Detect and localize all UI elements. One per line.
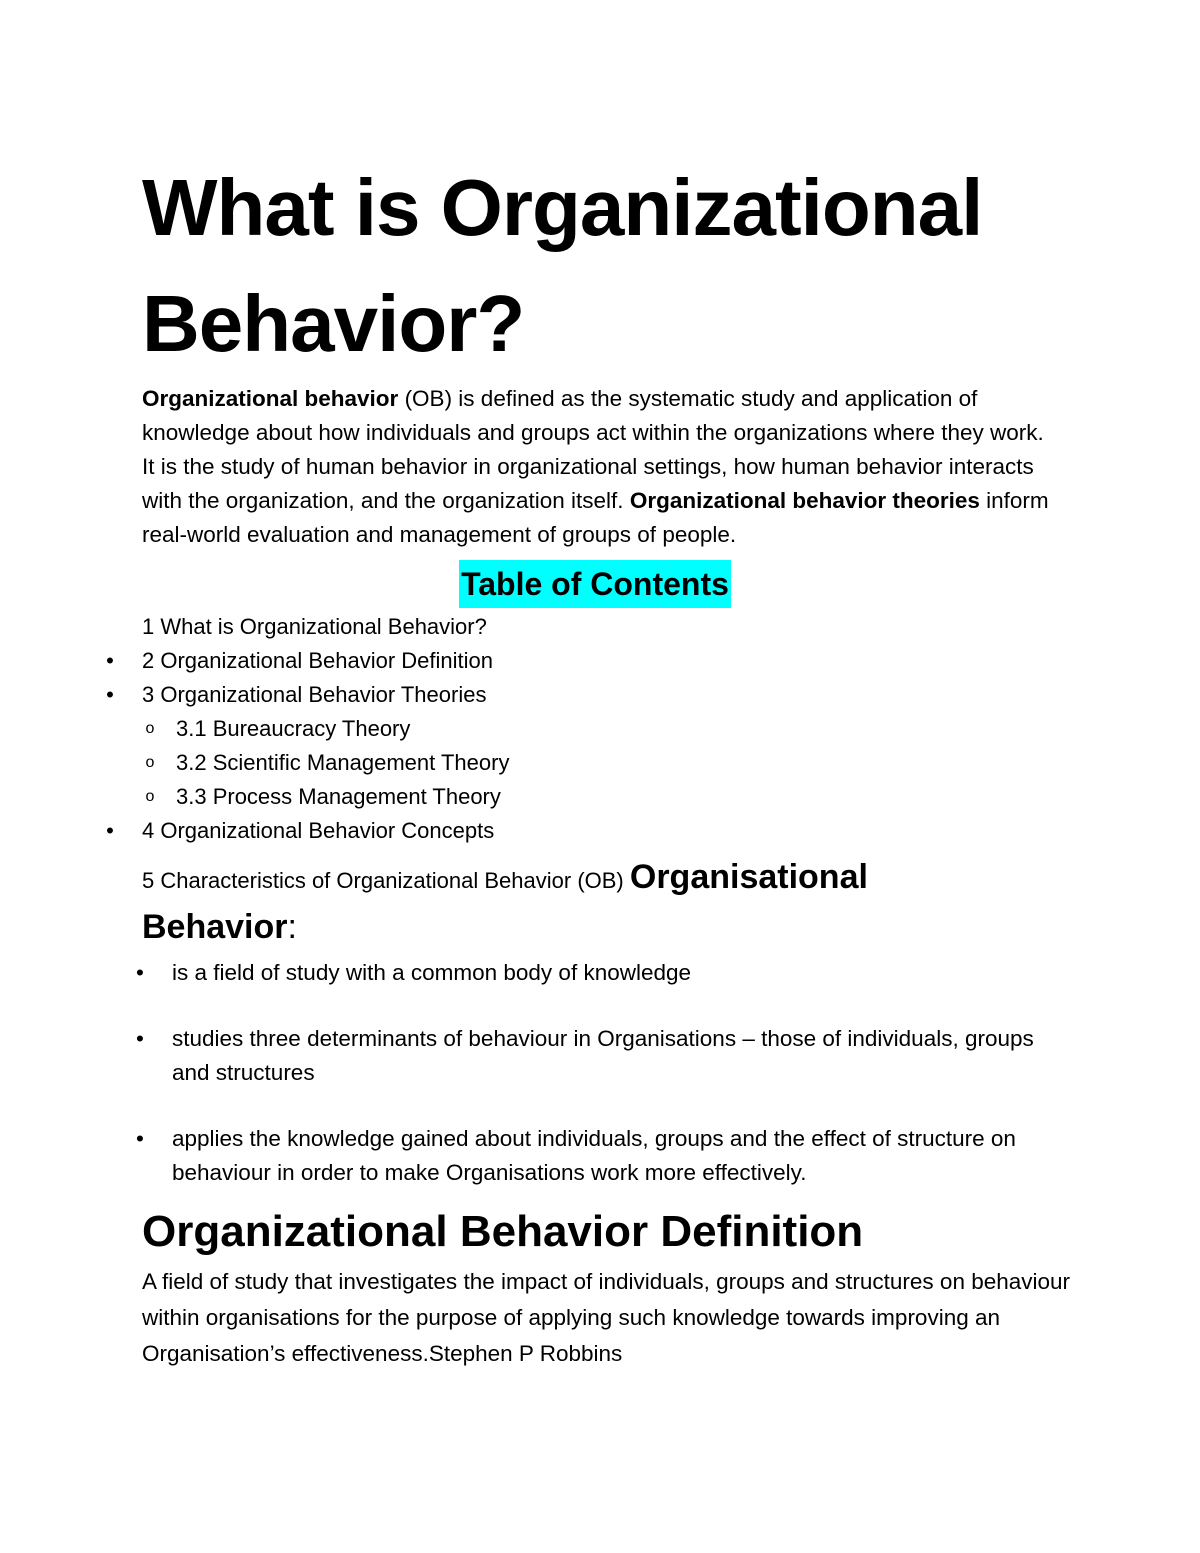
toc-sub-bullet: o [145,754,155,771]
toc-item-label: 3.3 Process Management Theory [176,784,501,809]
toc-bullet: • [106,818,114,843]
ob-heading-part-2: Behavior [142,908,288,946]
toc-list [106,610,1072,848]
toc-heading-wrapper [142,560,1072,608]
toc-item-label: 3.1 Bureaucracy Theory [176,716,411,741]
definition-paragraph: A field of study that investigates the impact of individuals, groups and structures on behaviour within organisations for the purpose of applying such knowledge towards improving an Organisation’s effectiveness.Stephen P Robbins [142,1269,1071,1366]
ob-point-text: applies the knowledge gained about individuals, groups and the effect of structure on behaviour in order to make Organisations work more effectively. [172,1126,1016,1185]
page-title [142,150,1072,382]
toc-item-label: 1 What is Organizational Behavior? [142,614,487,639]
list-item [136,1022,1072,1090]
intro-paragraph-1 [142,382,1072,450]
toc-item-3-2[interactable] [142,746,1072,780]
toc-heading: Table of Contents [459,560,731,608]
toc-item-3-3[interactable] [142,780,1072,814]
toc-item-label: 2 Organizational Behavior Definition [142,648,493,673]
toc-item-label: 4 Organizational Behavior Concepts [142,818,495,843]
toc-item-5-line [142,854,1072,904]
ob-point-text: is a field of study with a common body of knowledge [172,960,692,985]
intro-text-2: It is the study of human behavior in organizational settings, how human behavior interacts with the organization, and the organization itself. [142,454,1034,513]
toc-item-1[interactable] [142,610,1072,644]
list-item [136,956,1072,990]
definition-heading: Organizational Behavior Definition [142,1207,864,1256]
intro-text-1: (OB) is defined as the systematic study and application of knowledge about how individuals and groups act within the organizations where they work. [142,386,1044,445]
ob-heading-colon: : [287,908,297,946]
intro-paragraph-2 [142,450,1072,552]
ob-heading-line-2 [142,904,1072,950]
bullet-icon: • [136,1126,144,1151]
title-line-2: Behavior? [142,279,525,368]
title-line-1: What is Organizational [142,163,983,252]
toc-item-2[interactable] [106,644,1072,678]
toc-item-label: 3 Organizational Behavior Theories [142,682,487,707]
intro-bold-theories: Organizational behavior theories [629,488,980,513]
toc-item-5[interactable]: 5 Characteristics of Organizational Behavior (OB) [142,868,630,893]
toc-item-3-1[interactable] [142,712,1072,746]
toc-item-3[interactable] [106,678,1072,712]
toc-item-label: 3.2 Scientific Management Theory [176,750,510,775]
list-item [136,1122,1072,1190]
ob-heading-part-1: Organisational [629,858,868,896]
toc-sub-bullet: o [145,720,155,737]
intro-text-3: inform real-world evaluation and management of groups of people. [142,488,1049,547]
ob-points-list [136,956,1072,1190]
toc-bullet: • [106,682,114,707]
toc-bullet: • [106,648,114,673]
intro-bold-term: Organizational behavior [142,386,399,411]
toc-item-4[interactable] [106,814,1072,848]
ob-point-text: studies three determinants of behaviour in Organisations – those of individuals, groups and structures [172,1026,1034,1085]
bullet-icon: • [136,1026,144,1051]
bullet-icon: • [136,960,144,985]
toc-sub-bullet: o [145,788,155,805]
document-page [106,150,1072,1372]
